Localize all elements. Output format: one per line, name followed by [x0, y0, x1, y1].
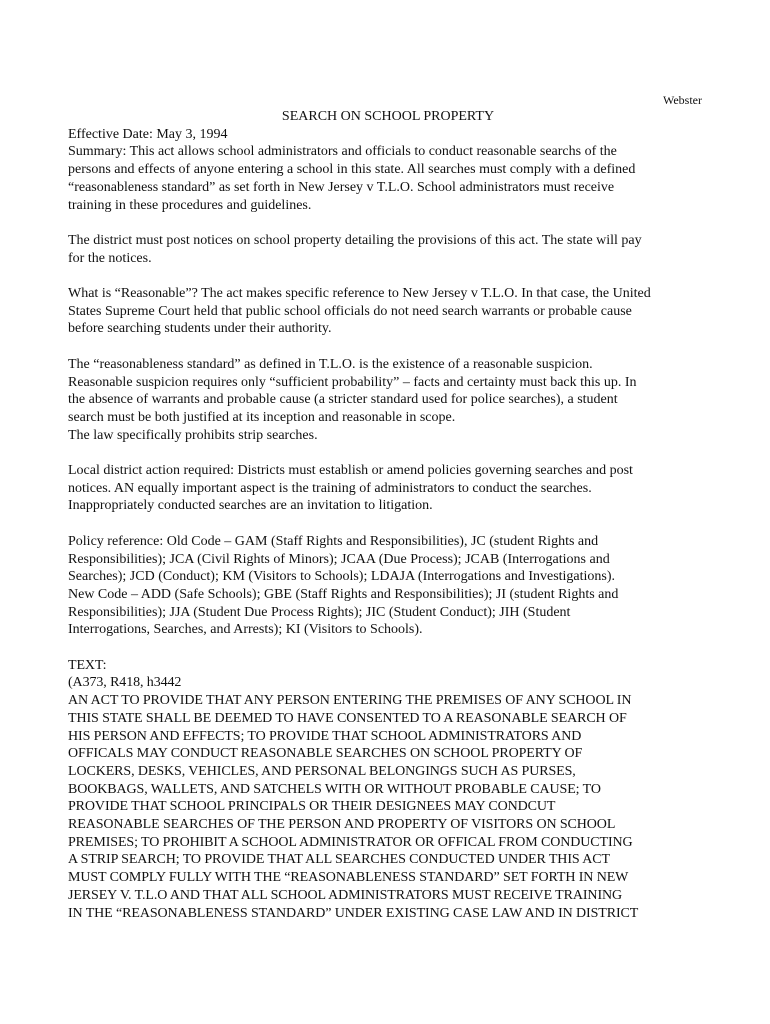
local-action-paragraph	[68, 462, 708, 515]
summary-paragraph	[68, 143, 708, 214]
local-action-line: Local district action required: Districts must establish or amend policies governing searches and post	[68, 463, 633, 478]
document-title: SEARCH ON SCHOOL PROPERTY	[281, 109, 495, 124]
act-text-section	[68, 657, 708, 923]
text-label: TEXT:	[68, 657, 107, 673]
reasonable-paragraph	[68, 285, 708, 338]
act-text-line: REASONABLE SEARCHES OF THE PERSON AND PROPERTY OF VISITORS ON SCHOOL	[68, 817, 616, 833]
act-text-line: IN THE “REASONABLENESS STANDARD” UNDER EXISTING CASE LAW AND IN DISTRICT	[68, 905, 639, 921]
act-text-line: PROVIDE THAT SCHOOL PRINCIPALS OR THEIR DESIGNEES MAY CONDCUT	[68, 799, 556, 815]
standard-line: The law specifically prohibits strip searches.	[68, 427, 318, 443]
standard-line: search must be both justified at its inception and reasonable in scope.	[68, 409, 456, 425]
standard-line: The “reasonableness standard” as defined in T.L.O. is the existence of a reasonable suspicion.	[68, 356, 593, 372]
effective-date-line: Effective Date: May 3, 1994	[68, 126, 228, 142]
local-action-line: Inappropriately conducted searches are an invitation to litigation.	[68, 498, 433, 514]
policy-line: New Code – ADD (Safe Schools); GBE (Staff Rights and Responsibilities); JI (student Rights and	[68, 586, 619, 602]
act-text-line: A STRIP SEARCH; TO PROVIDE THAT ALL SEARCHES CONDUCTED UNDER THIS ACT	[68, 852, 610, 868]
standard-line: the absence of warrants and probable cause (a stricter standard used for police searches), a student	[68, 392, 618, 408]
reasonable-line: before searching students under their authority.	[68, 321, 332, 337]
author-name: Webster	[662, 93, 702, 107]
standard-line: Reasonable suspicion requires only “sufficient probability” – facts and certainty must back this up. In	[68, 374, 637, 390]
act-text-line: OFFICALS MAY CONDUCT REASONABLE SEARCHES ON SCHOOL PROPERTY OF	[68, 746, 583, 762]
policy-line: Searches); JCD (Conduct); KM (Visitors to Schools); LDAJA (Interrogations and Investigations).	[68, 569, 616, 585]
summary-line: persons and effects of anyone entering a school in this state. All searches must comply with a defined	[68, 162, 636, 178]
bill-reference: (A373, R418, h3442	[68, 675, 182, 691]
act-text-line: PREMISES; TO PROHIBIT A SCHOOL ADMINISTRATOR OR OFFICAL FROM CONDUCTING	[68, 834, 633, 850]
policy-line: Responsibilities); JJA (Student Due Process Rights); JIC (Student Conduct); JIH (Student	[68, 604, 571, 620]
summary-line: Summary: This act allows school administrators and officials to conduct reasonable searchs of the	[68, 144, 617, 160]
summary-line: training in these procedures and guidelines.	[68, 197, 312, 213]
notice-line: for the notices.	[68, 250, 152, 266]
act-text-line: HIS PERSON AND EFFECTS; TO PROVIDE THAT SCHOOL ADMINISTRATORS AND	[68, 728, 582, 744]
act-text-line: BOOKBAGS, WALLETS, AND SATCHELS WITH OR WITHOUT PROBABLE CAUSE; TO	[68, 781, 601, 797]
effective-date	[68, 126, 708, 144]
act-text-line: MUST COMPLY FULLY WITH THE “REASONABLENESS STANDARD” SET FORTH IN NEW	[68, 870, 629, 886]
document-body	[68, 108, 708, 922]
summary-line: “reasonableness standard” as set forth in New Jersey v T.L.O. School administrators must receive	[68, 179, 615, 195]
local-action-line: notices. AN equally important aspect is the training of administrators to conduct the searches.	[68, 480, 592, 496]
act-text-line: THIS STATE SHALL BE DEEMED TO HAVE CONSENTED TO A REASONABLE SEARCH OF	[68, 710, 627, 726]
policy-line: Responsibilities); JCA (Civil Rights of Minors); JCAA (Due Process); JCAB (Interrogations and	[68, 551, 610, 567]
act-text-line: LOCKERS, DESKS, VEHICLES, AND PERSONAL BELONGINGS SUCH AS PURSES,	[68, 763, 576, 779]
act-text-line: AN ACT TO PROVIDE THAT ANY PERSON ENTERING THE PREMISES OF ANY SCHOOL IN	[68, 693, 632, 709]
policy-line: Policy reference: Old Code – GAM (Staff Rights and Responsibilities), JC (student Rights and	[68, 533, 599, 549]
reasonable-line: States Supreme Court held that public school officials do not need search warrants or probable cause	[68, 303, 632, 319]
notice-line: The district must post notices on school property detailing the provisions of this act. The state will pay	[68, 232, 642, 248]
policy-line: Interrogations, Searches, and Arrests); KI (Visitors to Schools).	[68, 622, 423, 638]
policy-reference-paragraph	[68, 533, 708, 639]
notice-paragraph	[68, 232, 708, 267]
act-text-line: JERSEY V. T.L.O AND THAT ALL SCHOOL ADMINISTRATORS MUST RECEIVE TRAINING	[68, 887, 623, 903]
reasonable-line: What is “Reasonable”? The act makes specific reference to New Jersey v T.L.O. In that case, the United	[68, 286, 651, 301]
standard-paragraph	[68, 356, 708, 445]
